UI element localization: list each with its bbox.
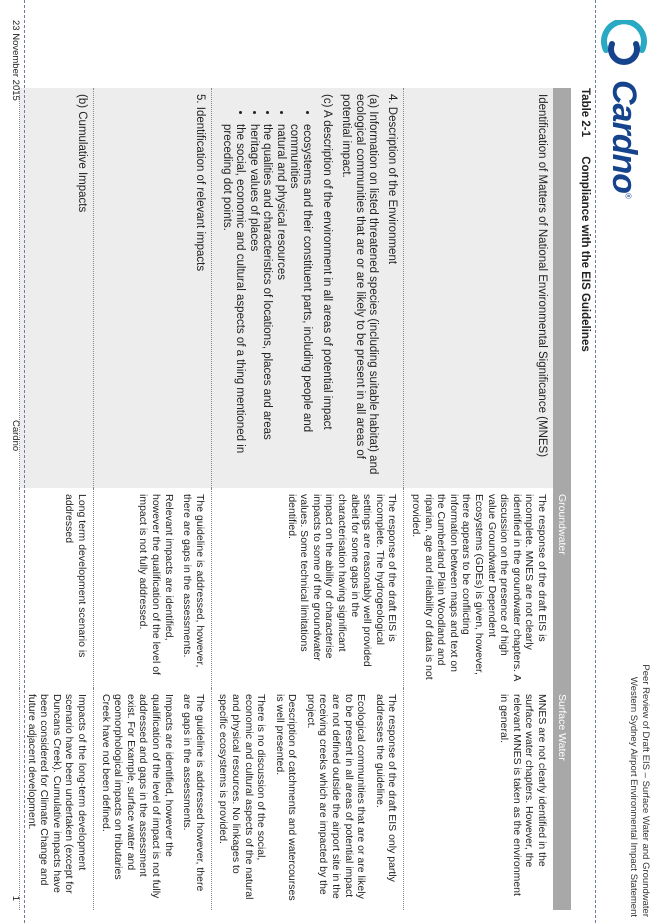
table-row: [94, 88, 212, 910]
surface-water-cell: The guideline is addressed however, there are gaps in the assessments. Impacts are identified, however the qualification of the level of impact is not fully addressed and gaps in the assessment exist. For Example, surface water and geomorphological impacts on tributaries Creek have not been defined.: [94, 688, 212, 910]
groundwater-cell: The response of the draft EIS is incomplete. MNES are not clearly identified in the groundwater chapters. A discussion on the presence of high value Groundwater Dependent Ecosystems (GDEs) is given, however, there appears to be conflicting information between maps and text on the Cumberland Plain Woodland and riparian, age and reliability of data is not provided.: [404, 488, 553, 688]
table-row: [404, 88, 553, 910]
footer-date: 23 November 2015: [10, 20, 21, 101]
criteria-cell: 5. Identification of relevant impacts: [94, 88, 212, 488]
surface-water-cell: The response of the draft EIS only partly addresses the guideline. Ecological communities that are or are likely to be present in all areas of potential impact are not defined outside the airport site in the receiving creeks which are impacted by the project. Description of catchments and watercourses is well presented. There is no discussion of the social, economic and cultural aspects of the natural and physical resources. No linkages to specific ecosystems is provided.: [211, 688, 404, 910]
footer-company: Cardno: [10, 420, 21, 452]
criteria-cell: 4. Description of the Environment (a) Information on listed threatened species (including suitable habitat) and ecological communities that are or are likely to be present in all areas of potential impact. (c) A description of the environment in all areas of potential impact • ecosystems and their constituent parts, including people and communities • natural and physical resources • the qualities and characteristics of locations, places and areas • heritage values of places • the social, economic and cultural aspects of a thing mentioned in preceding dot points.: [211, 88, 404, 488]
column-header-groundwater: Groundwater: [553, 488, 571, 688]
report-title-line-1: Peer Review of Draft EIS – Surface Water and Groundwater: [640, 664, 651, 917]
criteria-cell: Identification of Matters of National Environmental Significance (MNES): [404, 88, 553, 488]
table-number: Table 2-1: [579, 88, 591, 137]
list-item: • ecosystems and their constituent parts, including people and communities: [287, 124, 314, 482]
cardno-logo-icon: [600, 20, 648, 74]
list-item: • the social, economic and cultural aspects of a thing mentioned in preceding dot points.: [220, 124, 247, 482]
list-item: • the qualities and characteristics of locations, places and areas: [260, 124, 273, 482]
groundwater-cell: The response of the draft EIS is incomplete. The hydrogeological settings are reasonably well provided albeit for some gaps in the characterisation having significant impact on the ability of characterise impacts to some of the groundwater values. Some technical limitations identified.: [211, 488, 404, 688]
surface-water-cell: Impacts of the long-term development scenario have been undertaken (except for Duncans Creek). Cumulative impacts have been considered for Climate Change and future adjacent development.: [20, 688, 94, 910]
compliance-table: [19, 88, 571, 910]
brand-name: Cardno®: [605, 80, 644, 198]
page-number: 1: [10, 895, 21, 901]
cardno-logo: [600, 20, 648, 280]
report-title: [627, 457, 651, 917]
table-row: [211, 88, 404, 910]
list-item: • natural and physical resources: [273, 124, 286, 482]
surface-water-cell: MNES are not clearly identified in the surface water chapters. However, the relevant MNES is taken as the environment in general.: [404, 688, 553, 910]
criteria-cell: (b) Cumulative Impacts: [20, 88, 94, 488]
report-title-line-2: Western Sydney Airport Environmental Impact Statement: [628, 676, 639, 917]
table-caption: [579, 88, 591, 352]
header-divider: [595, 0, 596, 923]
groundwater-cell: Long term development scenario is addressed: [20, 488, 94, 688]
column-header-surface-water: Surface Water: [553, 688, 571, 910]
environment-bullet-list: [220, 94, 314, 482]
table-title: Compliance with the EIS Guidelines: [579, 156, 591, 352]
footer-divider: [24, 0, 25, 923]
column-header-criteria: [553, 88, 571, 488]
list-item: • heritage values of places: [246, 124, 259, 482]
table-header-row: [553, 88, 571, 910]
table-row: [20, 88, 94, 910]
groundwater-cell: The guideline is addressed, however, there are gaps in the assessments. Relevant impacts are identified, however the qualification of the level of impact is not fully addressed.: [94, 488, 212, 688]
